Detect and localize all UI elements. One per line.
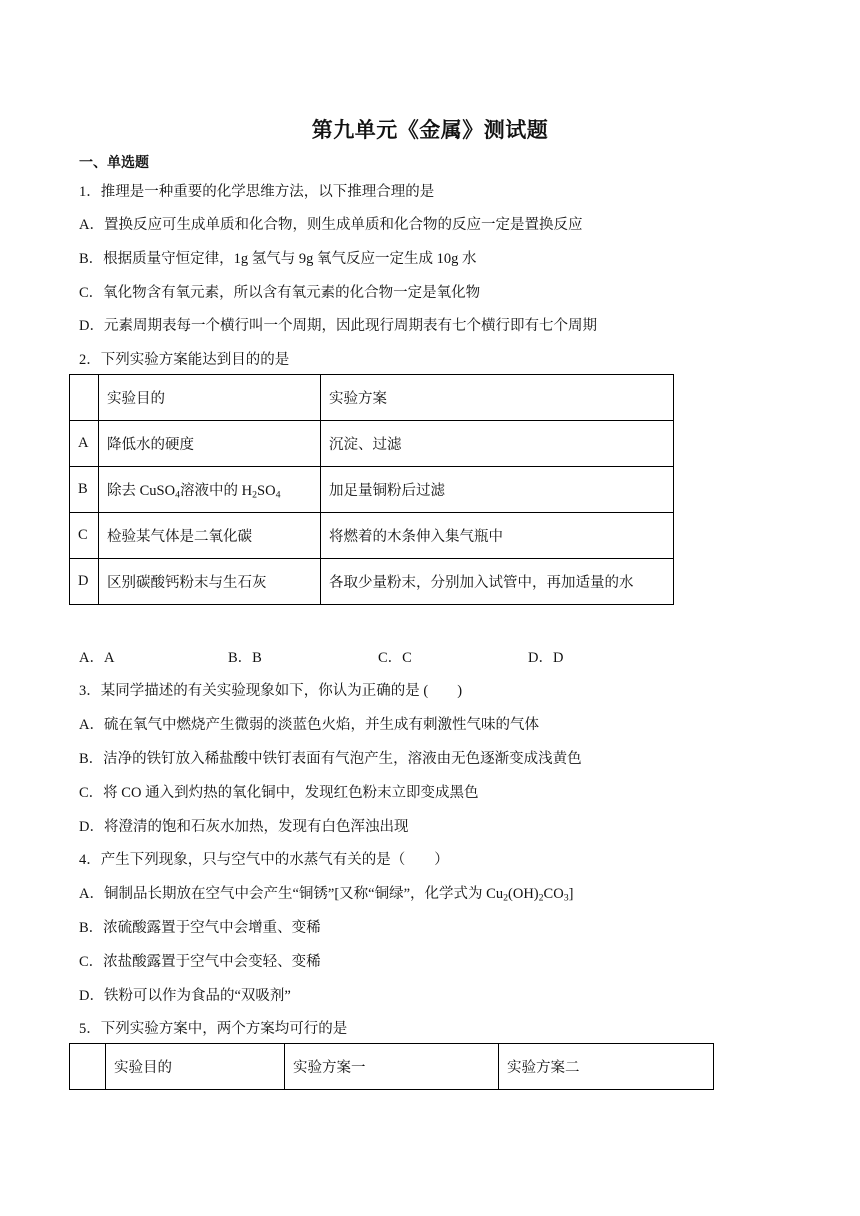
header-plan-two-cell: 实验方案二 xyxy=(499,1044,714,1090)
question-4-option-d: D．铁粉可以作为食品的“双吸剂” xyxy=(79,988,291,1004)
question-2-table xyxy=(69,374,674,605)
header-purpose-cell: 实验目的 xyxy=(106,1044,285,1090)
row-plan-cell: 沉淀、过滤 xyxy=(321,421,674,467)
question-1-stem: 1．推理是一种重要的化学思维方法，以下推理合理的是 xyxy=(79,184,435,200)
table-row xyxy=(70,513,674,559)
question-4-stem: 4．产生下列现象，只与空气中的水蒸气有关的是（ ） xyxy=(79,852,449,868)
question-2-answer-options xyxy=(79,646,679,666)
row-label-cell: D xyxy=(70,559,99,605)
row-plan-cell: 加足量铜粉后过滤 xyxy=(321,467,674,513)
question-1-option-d: D．元素周期表每一个横行叫一个周期，因此现行周期表有七个横行即有七个周期 xyxy=(79,318,597,334)
question-5-table xyxy=(69,1043,714,1090)
answer-option-c: C．C xyxy=(378,650,412,666)
table-row xyxy=(70,467,674,513)
question-3-option-a: A．硫在氧气中燃烧产生微弱的淡蓝色火焰，并生成有刺激性气味的气体 xyxy=(79,717,539,733)
question-4-option-a: A．铜制品长期放在空气中会产生“铜锈”[又称“铜绿”，化学式为 $Cu_2(OH)_2CO_3$] xyxy=(79,886,574,904)
table-header-row xyxy=(70,1044,714,1090)
section-heading: 一、单选题 xyxy=(79,155,149,171)
row-purpose-cell: 区别碳酸钙粉末与生石灰 xyxy=(99,559,321,605)
answer-option-d: D．D xyxy=(528,650,564,666)
table-header-row xyxy=(70,375,674,421)
question-4-option-b: B．浓硫酸露置于空气中会增重、变稀 xyxy=(79,920,321,936)
table-row xyxy=(70,421,674,467)
row-label-cell: B xyxy=(70,467,99,513)
header-plan-one-cell: 实验方案一 xyxy=(285,1044,499,1090)
answer-option-a: A．A xyxy=(79,650,115,666)
question-3-option-c: C．将 CO 通入到灼热的氧化铜中，发现红色粉末立即变成黑色 xyxy=(79,785,479,801)
question-5-stem: 5．下列实验方案中，两个方案均可行的是 xyxy=(79,1021,348,1037)
question-1-option-a: A．置换反应可生成单质和化合物，则生成单质和化合物的反应一定是置换反应 xyxy=(79,217,583,233)
row-purpose-cell: 除去 CuSO$_4$溶液中的 $H_2SO_4$ xyxy=(99,467,321,513)
question-1-option-b: B．根据质量守恒定律，1g 氢气与 9g 氧气反应一定生成 10g 水 xyxy=(79,251,477,267)
question-1-option-c: C．氧化物含有氧元素，所以含有氧元素的化合物一定是氧化物 xyxy=(79,285,481,301)
question-3-option-b: B．洁净的铁钉放入稀盐酸中铁钉表面有气泡产生，溶液由无色逐渐变成浅黄色 xyxy=(79,751,582,767)
question-3-stem: 3．某同学描述的有关实验现象如下，你认为正确的是 ( ) xyxy=(79,683,463,699)
row-label-cell: C xyxy=(70,513,99,559)
row-plan-cell: 将燃着的木条伸入集气瓶中 xyxy=(321,513,674,559)
question-4-option-c: C．浓盐酸露置于空气中会变轻、变稀 xyxy=(79,954,321,970)
question-3-option-d: D．将澄清的饱和石灰水加热，发现有白色浑浊出现 xyxy=(79,819,409,835)
header-label-cell xyxy=(70,1044,106,1090)
row-plan-cell: 各取少量粉末，分别加入试管中，再加适量的水 xyxy=(321,559,674,605)
question-2-stem: 2．下列实验方案能达到目的的是 xyxy=(79,352,290,368)
header-purpose-cell: 实验目的 xyxy=(99,375,321,421)
header-label-cell xyxy=(70,375,99,421)
row-label-cell: A xyxy=(70,421,99,467)
row-purpose-cell: 降低水的硬度 xyxy=(99,421,321,467)
answer-option-b: B．B xyxy=(228,650,262,666)
row-purpose-cell: 检验某气体是二氧化碳 xyxy=(99,513,321,559)
header-plan-cell: 实验方案 xyxy=(321,375,674,421)
page-title: 第九单元《金属》测试题 xyxy=(311,118,549,142)
table-row xyxy=(70,559,674,605)
